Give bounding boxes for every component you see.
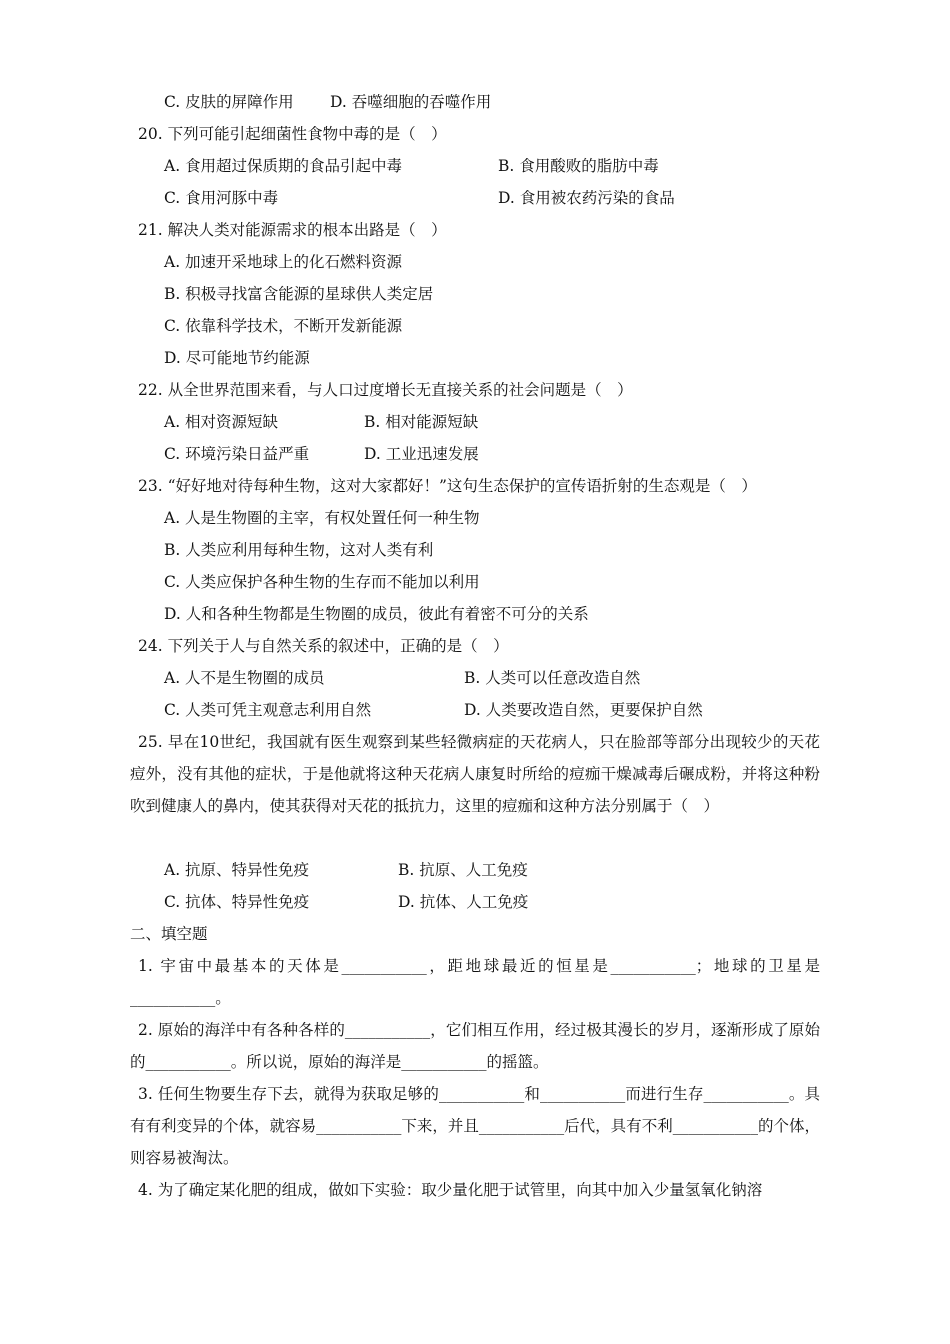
q24-option-b: B. 人类可以任意改造自然 [464, 669, 641, 687]
fill-question-2: 2. 原始的海洋中有各种各样的___________，它们相互作用，经过极其漫长的岁月，逐渐形成了原始的___________。所以说，原始的海洋是___________的摇篮。 [130, 1021, 820, 1071]
fill-question-1: 1. 宇宙中最基本的天体是___________，距地球最近的恒星是___________；地球的卫星是___________。 [130, 957, 820, 1007]
q25-option-a: A. 抗原、特异性免疫 [164, 861, 310, 879]
q20-option-a: A. 食用超过保质期的食品引起中毒 [164, 157, 403, 175]
q23-stem: 23. “好好地对待每种生物，这对大家都好！”这句生态保护的宣传语折射的生态观是（ ） [138, 477, 757, 495]
q23-option-d: D. 人和各种生物都是生物圈的成员，彼此有着密不可分的关系 [164, 605, 589, 623]
q24-option-c: C. 人类可凭主观意志利用自然 [164, 701, 372, 719]
q23-option-a: A. 人是生物圈的主宰，有权处置任何一种生物 [164, 509, 480, 527]
q20-option-d: D. 食用被农药污染的食品 [498, 189, 675, 207]
section-title: 二、填空题 [130, 925, 208, 943]
q20-option-b: B. 食用酸败的脂肪中毒 [498, 157, 659, 175]
q19-option-d: D. 吞噬细胞的吞噬作用 [330, 93, 492, 111]
q21-option-b: B. 积极寻找富含能源的星球供人类定居 [164, 285, 434, 303]
q20-stem: 20. 下列可能引起细菌性食物中毒的是（ ） [138, 125, 447, 143]
q22-option-c: C. 环境污染日益严重 [164, 445, 310, 463]
fill-question-3: 3. 任何生物要生存下去，就得为获取足够的___________和___________而进行生存___________。具有有利变异的个体，就容易___________下来，并且___________后代，具有不利___________的个体，则容易被淘汰。 [130, 1085, 820, 1167]
q22-option-a: A. 相对资源短缺 [164, 413, 279, 431]
q24-stem: 24. 下列关于人与自然关系的叙述中，正确的是（ ） [138, 637, 509, 655]
q21-stem: 21. 解决人类对能源需求的根本出路是（ ） [138, 221, 447, 239]
q24-option-d: D. 人类要改造自然，更要保护自然 [464, 701, 703, 719]
q20-option-c: C. 食用河豚中毒 [164, 189, 279, 207]
q21-option-c: C. 依靠科学技术，不断开发新能源 [164, 317, 403, 335]
q22-option-d: D. 工业迅速发展 [364, 445, 479, 463]
q22-stem: 22. 从全世界范围来看，与人口过度增长无直接关系的社会问题是（ ） [138, 381, 633, 399]
q24-option-a: A. 人不是生物圈的成员 [164, 669, 325, 687]
q23-option-b: B. 人类应利用每种生物，这对人类有利 [164, 541, 434, 559]
q25-option-c: C. 抗体、特异性免疫 [164, 893, 310, 911]
q21-option-d: D. 尽可能地节约能源 [164, 349, 310, 367]
q25-stem: 25. 早在10世纪，我国就有医生观察到某些轻微病症的天花病人，只在脸部等部分出现较少的天花痘外，没有其他的症状，于是他就将这种天花病人康复时所给的痘痂干燥减毒后碾成粉，并将这种粉吹到健康人的鼻内，使其获得对天花的抵抗力，这里的痘痂和这种方法分别属于（ ） [130, 733, 820, 815]
q19-option-c: C. 皮肤的屏障作用 [164, 93, 294, 111]
q25-option-d: D. 抗体、人工免疫 [398, 893, 529, 911]
q21-option-a: A. 加速开采地球上的化石燃料资源 [164, 253, 403, 271]
q23-option-c: C. 人类应保护各种生物的生存而不能加以利用 [164, 573, 480, 591]
fill-question-4: 4. 为了确定某化肥的组成，做如下实验：取少量化肥于试管里，向其中加入少量氢氧化钠溶 [138, 1181, 763, 1199]
q25-option-b: B. 抗原、人工免疫 [398, 861, 528, 879]
q22-option-b: B. 相对能源短缺 [364, 413, 479, 431]
